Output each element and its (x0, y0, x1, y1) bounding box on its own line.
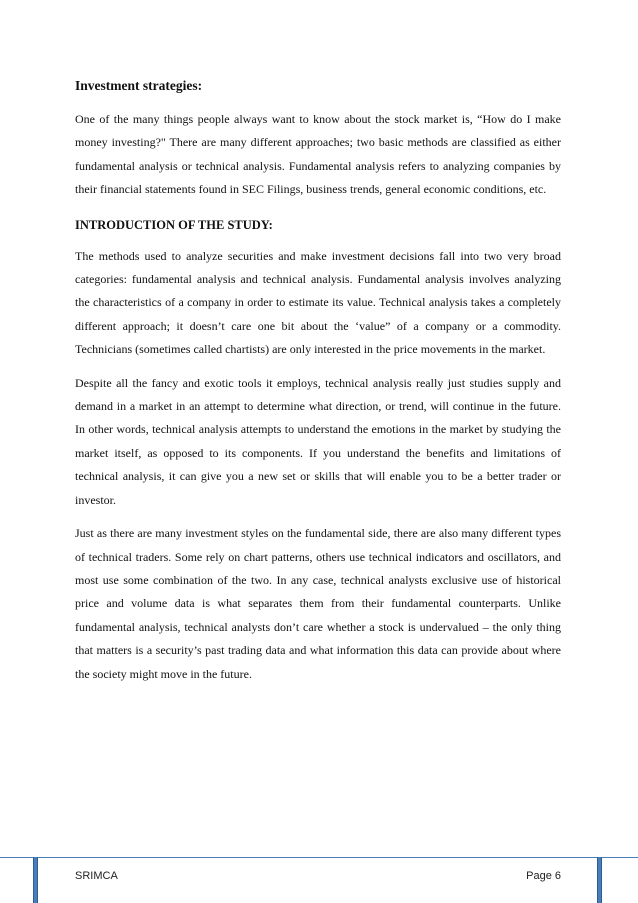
paragraph-technical-analysis: Despite all the fancy and exotic tools it employs, technical analysis really just studies supply and demand in a market in an attempt to determine what direction, or trend, will continue in the future. In other words, technical analysis attempts to understand the emotions in the market by studying the market itself, as opposed to its components. If you understand the benefits and limitations of technical analysis, it can give you a new set or skills that will enable you to be a better trader or investor. (75, 375, 561, 507)
footer-right-bar (597, 857, 602, 903)
footer-organization: SRIMCA (75, 870, 118, 882)
heading-investment-strategies: Investment strategies: (75, 78, 203, 93)
paragraph-investment-strategies: One of the many things people always want to know about the stock market is, “How do I make money investing?" There are many different approaches; two basic methods are classified as either fundamental analysis or technical analysis. Fundamental analysis refers to analyzing companies by their financial statements found in SEC Filings, business trends, general economic conditions, etc. (75, 112, 561, 197)
paragraph-technical-traders: Just as there are many investment styles on the fundamental side, there are also many different types of technical traders. Some rely on chart patterns, others use technical indicators and oscillators, and most use some combination of the two. In any case, technical analysts exclusive use of historical price and volume data is what separates them from their fundamental counterparts. Unlike fundamental analysis, technical analysts don’t care whether a stock is undervalued – the only thing that matters is a security’s past trading data and what information this data can provide about where the society might move in the future. (75, 526, 561, 681)
footer-page-number: Page 6 (526, 870, 561, 882)
footer-divider (0, 857, 638, 858)
footer-left-bar (33, 857, 38, 903)
page-content (75, 76, 561, 696)
paragraph-methods: The methods used to analyze securities and make investment decisions fall into two very broad categories: fundamental analysis and technical analysis. Fundamental analysis involves analyzing the characteristics of a company in order to estimate its value. Technical analysis takes a completely different approach; it doesn’t care one bit about the ‘value” of a company or a commodity. Technicians (sometimes called chartists) are only interested in the price movements in the market. (75, 248, 561, 357)
heading-introduction-of-the-study: INTRODUCTION OF THE STUDY: (75, 217, 273, 232)
